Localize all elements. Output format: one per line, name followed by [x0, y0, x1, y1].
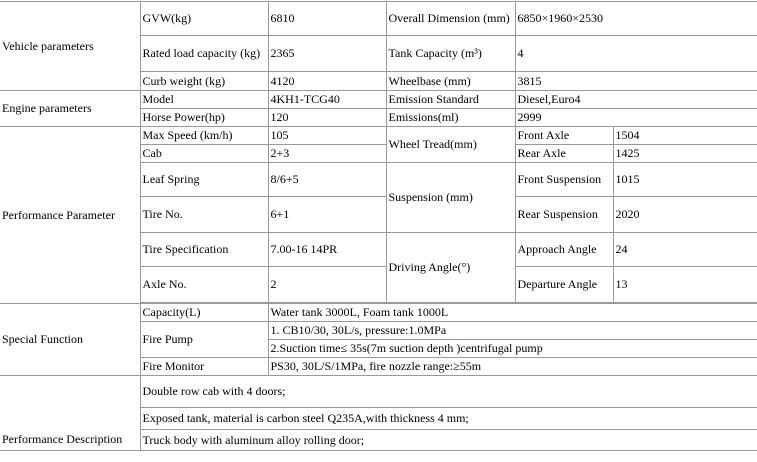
description-line-2: Exposed tank, material is carbon steel Q235A,with thickness 4 mm; — [140, 408, 757, 430]
fire-pump-label: Fire Pump — [140, 322, 268, 358]
emission-standard-value: Diesel,Euro4 — [515, 91, 757, 109]
section-engine-parameters: Engine parameters — [0, 91, 140, 127]
leaf-spring-value: 8/6+5 — [268, 163, 386, 197]
front-axle-value: 1504 — [613, 127, 757, 145]
gvw-label: GVW(kg) — [140, 2, 268, 36]
rated-load-value: 2365 — [268, 36, 386, 72]
tire-no-value: 6+1 — [268, 197, 386, 233]
description-line-1: Double row cab with 4 doors; — [140, 376, 757, 408]
axle-no-label: Axle No. — [140, 267, 268, 303]
cab-value: 2+3 — [268, 145, 386, 163]
wheelbase-value: 3815 — [515, 72, 757, 91]
model-label: Model — [140, 91, 268, 109]
emission-standard-label: Emission Standard — [386, 91, 515, 109]
capacity-value: Water tank 3000L, Foam tank 1000L — [268, 304, 757, 322]
table-row — [0, 304, 757, 322]
curb-weight-label: Curb weight (kg) — [140, 72, 268, 91]
fire-pump-value-1: 1. CB10/30, 30L/s, pressure:1.0MPa — [268, 322, 757, 340]
rear-axle-label: Rear Axle — [515, 145, 613, 163]
section-special-function: Special Function — [0, 304, 140, 376]
axle-no-value: 2 — [268, 267, 386, 303]
tire-no-label: Tire No. — [140, 197, 268, 233]
specification-table — [0, 1, 757, 451]
description-line-3: Truck body with aluminum alloy rolling door; — [140, 430, 757, 451]
table-row — [0, 376, 757, 408]
curb-weight-value: 4120 — [268, 72, 386, 91]
front-suspension-value: 1015 — [613, 163, 757, 197]
fire-pump-value-2: 2.Suction time≤ 35s(7m suction depth )centrifugal pump — [268, 340, 757, 358]
section-performance-description: Performance Description — [0, 376, 140, 451]
model-value: 4KH1-TCG40 — [268, 91, 386, 109]
driving-angle-label: Driving Angle(°) — [386, 233, 515, 303]
tire-specification-value: 7.00-16 14PR — [268, 233, 386, 267]
wheelbase-label: Wheelbase (mm) — [386, 72, 515, 91]
section-performance-parameter: Performance Parameter — [0, 127, 140, 304]
rear-suspension-value: 2020 — [613, 197, 757, 233]
table-row — [0, 2, 757, 36]
overall-dimension-value: 6850×1960×2530 — [515, 2, 757, 36]
emissions-value: 2999 — [515, 109, 757, 127]
tank-capacity-value: 4 — [515, 36, 757, 72]
wheel-tread-label: Wheel Tread(mm) — [386, 127, 515, 163]
front-axle-label: Front Axle — [515, 127, 613, 145]
approach-angle-label: Approach Angle — [515, 233, 613, 267]
departure-angle-value: 13 — [613, 267, 757, 303]
fire-monitor-value: PS30, 30L/S/1MPa, fire nozzle range:≥55m — [268, 358, 757, 376]
rear-axle-value: 1425 — [613, 145, 757, 163]
section-vehicle-parameters: Vehicle parameters — [0, 2, 140, 91]
front-suspension-label: Front Suspension — [515, 163, 613, 197]
horse-power-label: Horse Power(hp) — [140, 109, 268, 127]
max-speed-value: 105 — [268, 127, 386, 145]
leaf-spring-label: Leaf Spring — [140, 163, 268, 197]
overall-dimension-label: Overall Dimension (mm) — [386, 2, 515, 36]
rear-suspension-label: Rear Suspension — [515, 197, 613, 233]
fire-monitor-label: Fire Monitor — [140, 358, 268, 376]
rated-load-label: Rated load capacity (kg) — [140, 36, 268, 72]
capacity-label: Capacity(L) — [140, 304, 268, 322]
emissions-label: Emissions(ml) — [386, 109, 515, 127]
cab-label: Cab — [140, 145, 268, 163]
suspension-label: Suspension (mm) — [386, 163, 515, 233]
tire-specification-label: Tire Specification — [140, 233, 268, 267]
horse-power-value: 120 — [268, 109, 386, 127]
tank-capacity-label: Tank Capacity (m³) — [386, 36, 515, 72]
table-row — [0, 91, 757, 109]
approach-angle-value: 24 — [613, 233, 757, 267]
departure-angle-label: Departure Angle — [515, 267, 613, 303]
table-row — [0, 127, 757, 145]
gvw-value: 6810 — [268, 2, 386, 36]
max-speed-label: Max Speed (km/h) — [140, 127, 268, 145]
